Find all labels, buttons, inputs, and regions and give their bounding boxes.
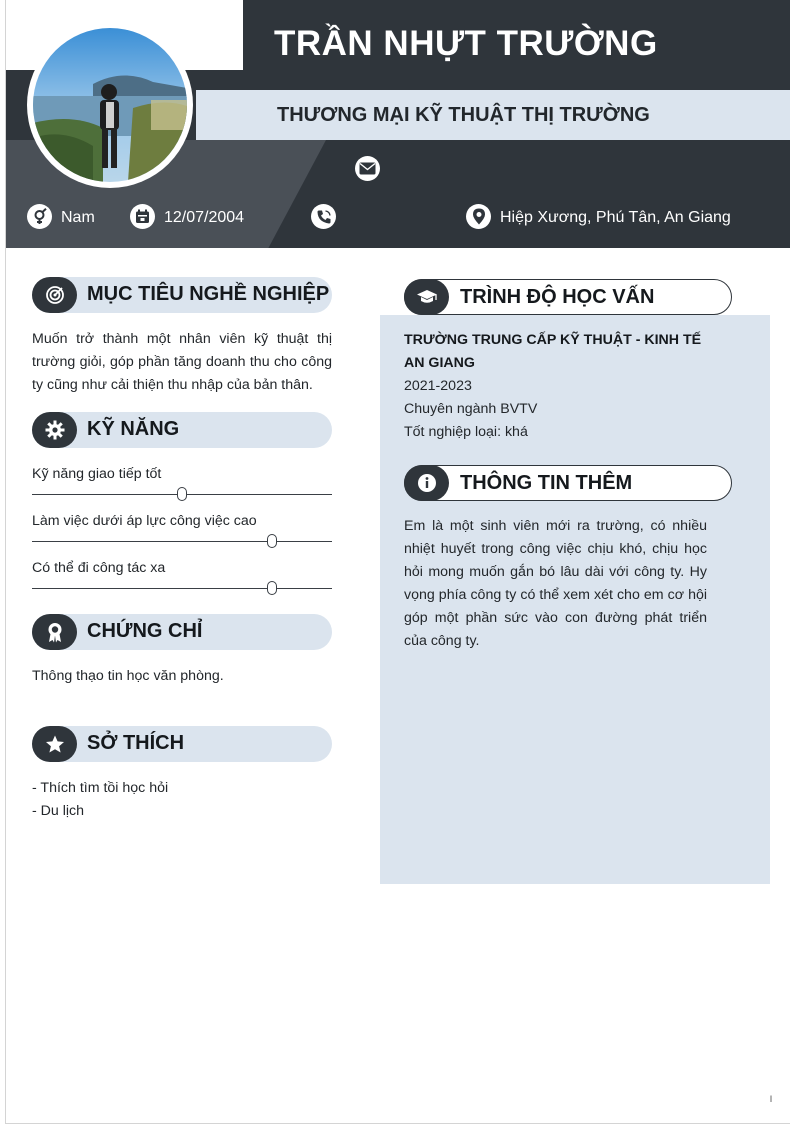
skill-label: Làm việc dưới áp lực công việc cao (32, 513, 257, 529)
more-info-title: THÔNG TIN THÊM (460, 472, 633, 494)
graduation-cap-icon (404, 279, 449, 315)
certificates-heading (32, 614, 332, 650)
education-title: TRÌNH ĐỘ HỌC VẤN (460, 286, 655, 308)
job-title: THƯƠNG MẠI KỸ THUẬT THỊ TRƯỜNG (277, 104, 650, 126)
award-icon (32, 614, 77, 650)
skill-bar (32, 588, 332, 589)
skills-heading (32, 412, 332, 448)
skill-level-knob (267, 534, 277, 548)
skill-label: Có thể đi công tác xa (32, 560, 166, 576)
avatar (27, 22, 193, 188)
objective-text: Muốn trở thành một nhân viên kỹ thuật thị trường giỏi, góp phần tăng doanh thu cho công ty cũng như cải thiện thu nhập của bản thân. (32, 331, 332, 393)
hobbies-heading (32, 726, 332, 762)
objective-heading (32, 277, 332, 313)
footer-mark: l (770, 1094, 772, 1104)
target-icon (32, 277, 77, 313)
skill-level-knob (177, 487, 187, 501)
skills-title: KỸ NĂNG (87, 418, 180, 440)
education-heading (404, 279, 732, 315)
education-years: 2021-2023 (404, 378, 472, 394)
hobby-item: - Thích tìm tồi học hỏi (32, 780, 169, 796)
hobby-item: - Du lịch (32, 803, 85, 819)
calendar-icon (130, 204, 155, 229)
mail-icon (355, 156, 380, 181)
certificates-text: Thông thạo tin học văn phòng. (32, 668, 224, 684)
phone-icon (311, 204, 336, 229)
gear-icon (32, 412, 77, 448)
gender-text: Nam (61, 209, 95, 226)
birthdate-text: 12/07/2004 (164, 209, 245, 226)
more-info-heading (404, 465, 732, 501)
hobbies-title: SỞ THÍCH (87, 732, 185, 754)
objective-title: MỤC TIÊU NGHỀ NGHIỆP (87, 283, 330, 305)
location-pin-icon (466, 204, 491, 229)
gender-icon (27, 204, 52, 229)
resume-page (5, 0, 790, 1124)
skill-label: Kỹ năng giao tiếp tốt (32, 466, 162, 482)
education-major: Chuyên ngành BVTV (404, 401, 538, 417)
candidate-name: TRẦN NHỰT TRƯỜNG (274, 24, 658, 63)
star-icon (32, 726, 77, 762)
skill-bar (32, 494, 332, 495)
education-grade: Tốt nghiệp loại: khá (404, 424, 528, 440)
more-info-text: Em là một sinh viên mới ra trường, có nhiều nhiệt huyết trong công việc chịu khó, chịu học hỏi mong muốn gắn bó lâu dài với công ty. Hy vọng phía công ty có thể xem xét cho em cơ hội góp một phần sức vào con đường phát triển của công ty. (404, 518, 707, 649)
certificates-title: CHỨNG CHỈ (87, 620, 203, 642)
address-text: Hiệp Xương, Phú Tân, An Giang (500, 209, 731, 226)
skill-level-knob (267, 581, 277, 595)
school-name: TRƯỜNG TRUNG CẤP KỸ THUẬT - KINH TẾ AN GIANG (404, 332, 702, 371)
skill-bar (32, 541, 332, 542)
info-icon (404, 465, 449, 501)
